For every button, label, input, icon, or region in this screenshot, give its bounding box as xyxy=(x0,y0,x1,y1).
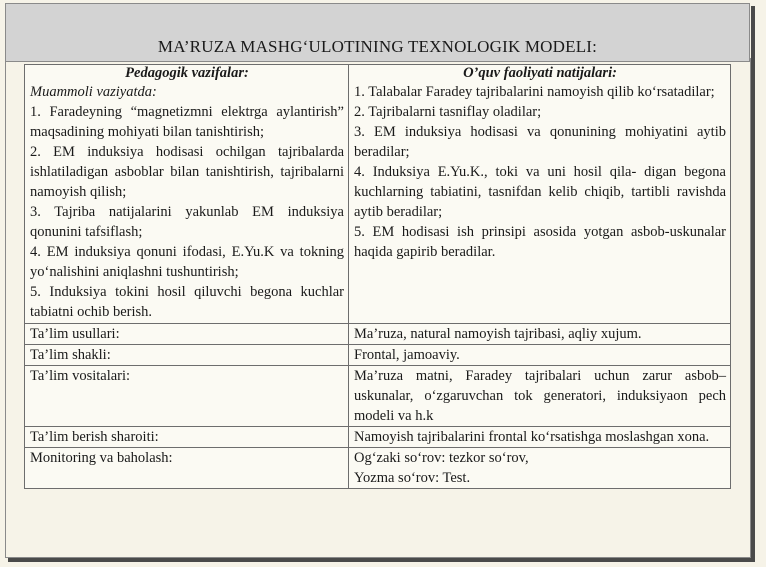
task-item: 3. Tajriba natijalarini yakunlab EM induksiya qonunini tafsiflash; xyxy=(30,204,344,240)
table-row xyxy=(25,324,731,345)
row-label: Ta’lim berish sharoiti: xyxy=(25,427,349,448)
result-item: 3. EM induksiya hodisasi va qonunining mohiyatini aytib beradilar; xyxy=(354,124,726,160)
row-label: Ta’lim usullari: xyxy=(25,324,349,345)
row-value-line: Og‘zaki so‘rov: tezkor so‘rov, xyxy=(354,450,529,466)
row-value xyxy=(349,324,731,345)
row-value xyxy=(349,366,731,427)
table-row xyxy=(25,448,731,489)
table-row xyxy=(25,345,731,366)
pedagogical-tasks-cell xyxy=(25,65,349,324)
row-value xyxy=(349,448,731,489)
table-row xyxy=(25,427,731,448)
result-item: 1. Talabalar Faradey tajribalarini namoyish qilib ko‘rsatadilar; xyxy=(354,84,715,100)
row-value-text: Namoyish tajribalarini frontal ko‘rsatishga moslashgan xona. xyxy=(354,429,710,445)
row-value-line: Yozma so‘rov: Test. xyxy=(354,470,471,486)
title-bar xyxy=(5,3,750,62)
row-value xyxy=(349,345,731,366)
slide-shadow-bottom xyxy=(8,558,755,562)
slide-title: MA’RUZA MASHG‘ULOTINING TEXNOLOGIK MODELI: xyxy=(157,37,598,56)
task-item: 1. Faradeyning “magnetizmni elektrga aylantirish” maqsadining mohiyati bilan tanishtirish; xyxy=(30,104,344,140)
tasks-results-row xyxy=(25,65,731,324)
row-value-text: Frontal, jamoaviy. xyxy=(354,347,460,363)
result-item: 4. Induksiya E.Yu.K., toki va uni hosil qila- digan begona kuchlarning tabiatini, tasnifdan kelib chiqib, tartibli ravishda aytib beradilar; xyxy=(354,164,726,220)
result-item: 5. EM hodisasi ish prinsipi asosida yotgan asbob-uskunalar haqida gapirib beradilar. xyxy=(354,224,726,260)
row-value xyxy=(349,427,731,448)
row-label: Ta’lim shakli: xyxy=(25,345,349,366)
technology-model-table xyxy=(24,64,731,489)
table-row xyxy=(25,366,731,427)
left-subheader: Muammoli vaziyatda: xyxy=(30,84,157,100)
row-value-text: Ma’ruza, natural namoyish tajribasi, aqliy xujum. xyxy=(354,326,642,342)
slide-shadow-right xyxy=(751,6,755,562)
left-header: Pedagogik vazifalar: xyxy=(125,65,249,81)
task-item: 5. Induksiya tokini hosil qiluvchi begona kuchlar tabiatni ochib berish. xyxy=(30,284,344,320)
task-item: 4. EM induksiya qonuni ifodasi, E.Yu.K va tokning yo‘nalishini aniqlashni tushuntirish; xyxy=(30,244,344,280)
result-item: 2. Tajribalarni tasniflay oladilar; xyxy=(354,104,542,120)
row-value-text: Ma’ruza matni, Faradey tajribalari uchun zarur asbob–uskunalar, o‘zgaruvchan tok generatori, induksiyaon pech modeli va h.k xyxy=(354,368,726,424)
row-label: Monitoring va baholash: xyxy=(25,448,349,489)
task-item: 2. EM induksiya hodisasi ochilgan tajribalarda ishlatiladigan asboblar bilan tanishtirish, tajribalarni namoyish qilish; xyxy=(30,144,344,200)
right-header: O’quv faoliyati natijalari: xyxy=(463,65,617,81)
learning-results-cell xyxy=(349,65,731,324)
row-label: Ta’lim vositalari: xyxy=(25,366,349,427)
